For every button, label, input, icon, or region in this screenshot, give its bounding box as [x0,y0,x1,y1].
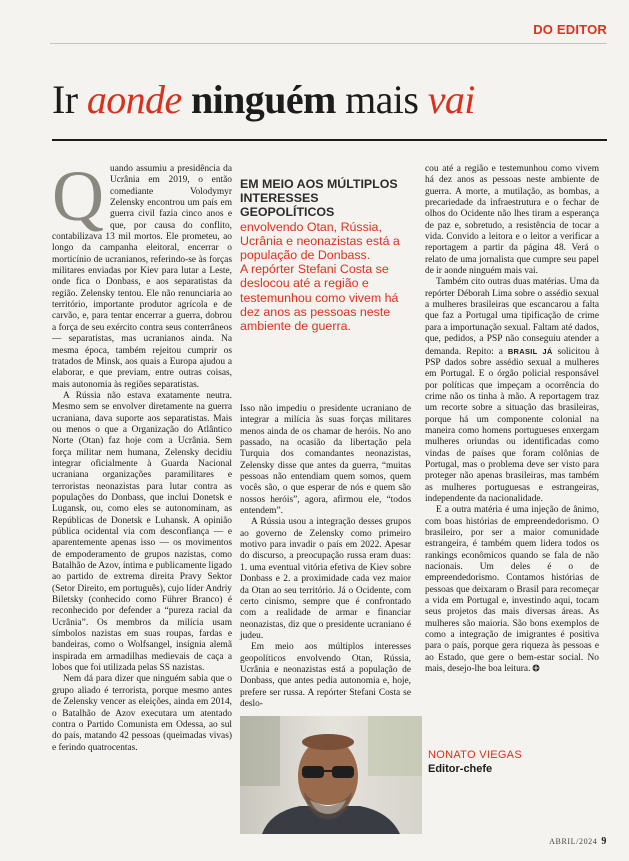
headline [52,78,609,122]
column-2 [240,404,411,710]
headline-part-2: aonde [86,77,191,122]
paragraph-2: A Rússia não estava exatamente neutra. Mesmo sem se envolver diretamente na guerra ucraniana, dava suporte aos separatistas. Mais ou menos o que a Organização do Atlântico Norte (Otan) faz hoje com a Ucrânia. Sem força militar nem humana, Zelensky decidiu integrar oficialmente à Guarda Nacional ucraniana organizações paramilitares e terroristas neonazistas para lutar contra as populações do Donbass, que inclui Donetsk e Lugansk, ou, como eles se autonominam, as Repúblicas de Donetsk e Luhansk. A opinião pública ocidental via com desconfiança — e aparentemente apenas isso — os movimentos de empoderamento de grupos nazistas, como Batalhão de Azov, íntima e publicamente ligado ao partido de extrema direita Pravy Sektor (Setor Direito, em português), cujo líder Andriy Biletsky (conhecido como Führer Branco) é reconhecido por defender a “pureza racial da Ucrânia”. Os membros da milícia usam símbolos nazistas em suas roupas, fardas e bandeiras, como o Wolfsangel, insígnia alemã inspirada em armadilhas medievais de caça a lobos que foi utilizada pelas SS nazistas. [52,390,232,674]
headline-part-5: vai [427,77,475,122]
paragraph-7: cou até a região e testemunhou como vivem há dez anos as pessoas neste ambiente de guerra. A morte, a mutilação, as bombas, a precariedade da infraestrutura e o fechar de olhos do Ocidente não lhes tiram a esperança de paz e, sobretudo, a resistência de tocar a vida. Convido a leitora e o leitor a verificar a reportagem a partir da página 48. Verá o relato de uma jornalista que cumpre seu papel de ir aonde ninguém mais vai. [425,164,599,277]
page-footer [549,836,607,847]
editor-role: Editor-chefe [428,763,493,775]
drop-cap: Q [52,156,104,236]
pull-quote-title: EM MEIO AOS MÚLTIPLOS INTERESSES GEOPOLÍTICOS [240,177,398,220]
paragraph-9 [425,505,599,675]
pull-quote-body: envolvendo Otan, Rússia, Ucrânia e neonazistas está a população de Donbass. [240,219,400,263]
paragraph-8-text-a: Também cito outras duas matérias. Uma da repórter Déborah Lima sobre o assédio sexual a mulheres brasileiras que escancarou a falta que faz a Portugal uma tipificação de crime para a importunação sexual. Faltam até dados, que, pedidos, a PSP não conseguiu atender a demanda. Repito: a [425,277,599,357]
paragraph-3: Nem dá para dizer que ninguém sabia que o grupo aliado é terrorista, porque mesmo antes de Zelensky vencer as eleições, ainda em 2014, o Batalhão de Azov executara um atentado contra o Partido Comunista em Odessa, ao sul do país, matando 42 pessoas (queimadas vivas) e ferindo quatrocentas. [52,674,232,753]
end-mark-icon [532,664,540,672]
column-1 [52,156,232,754]
page-number: 9 [601,836,607,847]
column-3 [425,164,599,675]
brand-name: BRASIL JÁ [507,346,553,356]
section-tag: DO EDITOR [533,22,607,37]
paragraph-1-text: uando assumiu a presidência da Ucrânia em 2019, o então comediante Volodymyr Zelensky encontrou um país em guerra civil fazia cinco anos e que, por causa do conflito, contabilizava 13 mil mortos. Ele prometeu, ao longo da campanha eleitoral, encerrar o morticínio de ucranianos, referindo-se às forças militares enviadas por Kiev para lutar a Leste, onde fica o Donbass, e aos separatistas da região. Zelensky tentou. Ele não renunciaria ao território, importante produtor agrícola e de carvão, e, para tentar encerrar a guerra, dobrou a força de seu exército contra seus conterrâneos — separatistas, mas ucranianos ainda. Na mesma época, também rejeitou cumprir os tratados de Minsk, aos quais a Europa ajudou a elaborar, e que previam, entre outras coisas, mais autonomia às regiões separatistas. [52,164,232,390]
paragraph-5: A Rússia usou a integração desses grupos ao governo de Zelensky como primeiro motivo para invadir o país em 2022. Apesar do discurso, a preocupação russa eram duas: 1. uma eventual vitória efetiva de Kiev sobre Donbass e 2. a proximidade cada vez maior da Otan ao seu território. Já o Ocidente, com certo cinismo, sempre que é confrontado com a realidade de armar e financiar neonazistas, diz que o presidente ucraniano é judeu. [240,517,411,641]
headline-part-1: Ir [52,77,87,122]
paragraph-1 [52,156,232,391]
headline-part-3: ninguém [191,77,336,122]
paragraph-4: Isso não impediu o presidente ucraniano de integrar a milícia às suas forças militares menos ainda de os chamar de heróis. No ano passado, na ocasião da libertação pela Turquia dos comandantes neonazistas, Zelensky disse que antes da guerra, “muitas pessoas não entendiam quem somos, quem vocês são, o que esperar de nós e quem são nossos heróis”, agora, afirmou ele, “todos entendem”. [240,404,411,517]
top-divider [50,43,607,44]
pull-quote-body-2: A repórter Stefani Costa se deslocou até a região e testemunhou como vivem há dez anos as pessoas neste ambiente de guerra. [240,262,399,334]
headline-part-4: mais [335,77,428,122]
paragraph-6: Em meio aos múltiplos interesses geopolíticos envolvendo Otan, Rússia, Ucrânia e neonazistas está a população de Donbass, que antes pedia autonomia e, hoje, prefere ser russa. A repórter Stefani Costa se deslo- [240,642,411,709]
paragraph-8 [425,277,599,505]
headline-rule [52,139,607,141]
paragraph-8-text-b: solicitou à PSP dados sobre assédio sexual a mulheres em Portugal. E o órgão policial responsável por políticas que impeçam a ocorrência do crime não os tinha à mão. A reportagem traz um recorte sobre a situação das brasileiras, porque há um componente colonial na maneira como homens portugueses enxergam mulheres oriundas ou identificadas como vindas de países que foram colônias de Portugal, mas o problema deve ser visto para proteger não apenas brasileiras, mas também as mulheres portuguesas e estrangeiras, independente da nacionalidade. [425,346,600,504]
issue-date: ABRIL/2024 [549,837,598,846]
pull-quote [240,177,414,333]
editor-portrait-icon [240,716,422,834]
editor-name: NONATO VIEGAS [428,749,522,761]
editor-photo [240,716,422,834]
paragraph-9-text: E a outra matéria é uma injeção de ânimo, com boas histórias de empreendedorismo. O brasileiro, por ser a maior comunidade estrangeira, é também quem lidera todos os rankings econômicos quando se fala de não nacionais. Um deles é o de empreendedorismo. Contamos histórias de pessoas que deixaram o Brasil para recomeçar a vida em Portugal e, investindo aqui, tocam seus projetos das mais diversas áreas. As mulheres são maioria. São bons exemplos de como a integração de imigrantes é positiva para o país, porque gera riqueza às pessoas e ao Estado, que gere o bem-estar social. No mais, desejo-lhe boa leitura. [425,505,599,675]
